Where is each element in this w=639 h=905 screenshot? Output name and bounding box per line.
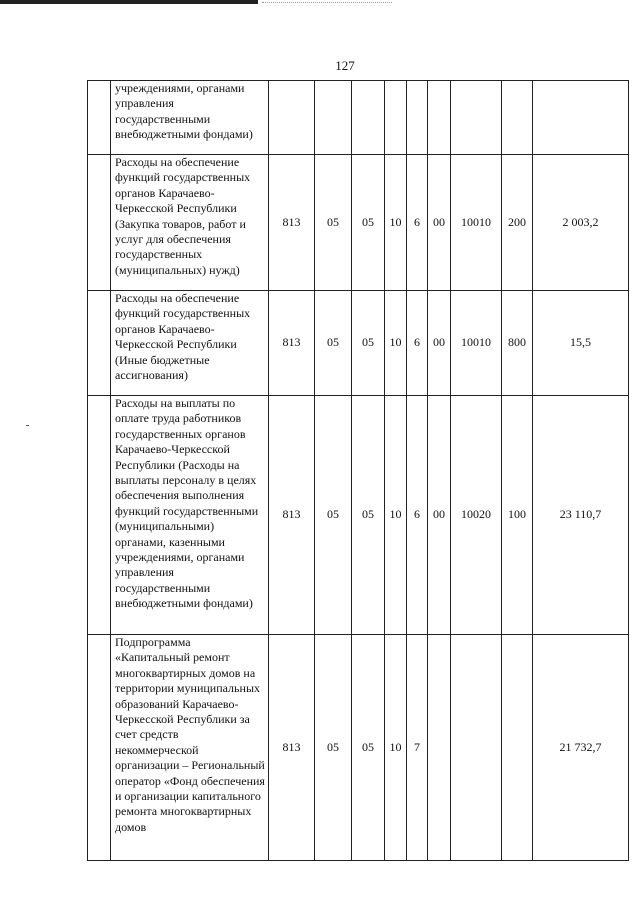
- activity-code-cell: [428, 635, 451, 861]
- subprogram-code-cell: 6: [407, 396, 428, 635]
- pr-cell: 05: [352, 291, 385, 396]
- program-code-cell: 10: [385, 155, 407, 291]
- subprogram-code-cell: 7: [407, 635, 428, 861]
- subprogram-code-cell: 6: [407, 291, 428, 396]
- expense-name: Расходы на обеспечение функций государственных органов Карачаево-Черкесской Республики (Закупка товаров, работ и услуг для обеспечения государственных (муниципальных) нужд): [115, 155, 251, 277]
- rz-cell: 05: [315, 635, 352, 861]
- table-row: [88, 291, 629, 396]
- subprogram-code-cell: [407, 81, 428, 155]
- table-row: [88, 81, 629, 155]
- program-code-cell: 10: [385, 635, 407, 861]
- empty-cell: [88, 155, 111, 291]
- empty-cell: [88, 635, 111, 861]
- pr-cell: 05: [352, 155, 385, 291]
- budget-table: [87, 80, 629, 861]
- empty-cell: [88, 81, 111, 155]
- vr-cell: [502, 81, 533, 155]
- scan-edge-dots: [262, 2, 392, 4]
- vr-cell: 800: [502, 291, 533, 396]
- rz-cell: 05: [315, 155, 352, 291]
- direction-code-cell: 10010: [451, 155, 502, 291]
- pr-cell: 05: [352, 396, 385, 635]
- grbs-cell: 813: [269, 635, 315, 861]
- direction-code-cell: [451, 81, 502, 155]
- activity-code-cell: [428, 81, 451, 155]
- expense-name: учреждениями, органами управления государственными внебюджетными фондами): [115, 81, 253, 142]
- expense-name: Расходы на выплаты по оплате труда работников государственных органов Карачаево-Черкесской Республики (Расходы на выплаты персоналу в целях обеспечения выполнения функций государственными (муниципальными) органами, казенными учреждениями, органами управления государственными внебюджетными фондами): [115, 396, 259, 611]
- activity-code-cell: 00: [428, 396, 451, 635]
- subprogram-code-cell: 6: [407, 155, 428, 291]
- activity-code-cell: 00: [428, 155, 451, 291]
- empty-cell: [88, 291, 111, 396]
- vr-cell: [502, 635, 533, 861]
- expense-name-cell: [111, 291, 269, 396]
- expense-name-cell: [111, 396, 269, 635]
- table-row: [88, 155, 629, 291]
- expense-name-cell: [111, 155, 269, 291]
- direction-code-cell: 10010: [451, 291, 502, 396]
- pr-cell: [352, 81, 385, 155]
- rz-cell: [315, 81, 352, 155]
- vr-cell: 200: [502, 155, 533, 291]
- sum-cell: [533, 81, 629, 155]
- activity-code-cell: 00: [428, 291, 451, 396]
- sum-cell: 23 110,7: [533, 396, 629, 635]
- program-code-cell: 10: [385, 291, 407, 396]
- scan-edge-mark: [0, 0, 258, 4]
- expense-name-cell: [111, 635, 269, 861]
- program-code-cell: [385, 81, 407, 155]
- expense-name: Расходы на обеспечение функций государственных органов Карачаево-Черкесской Республики (Иные бюджетные ассигнования): [115, 291, 251, 383]
- rz-cell: 05: [315, 291, 352, 396]
- margin-mark: [26, 425, 29, 426]
- sum-cell: 2 003,2: [533, 155, 629, 291]
- vr-cell: 100: [502, 396, 533, 635]
- grbs-cell: 813: [269, 155, 315, 291]
- rz-cell: 05: [315, 396, 352, 635]
- grbs-cell: 813: [269, 396, 315, 635]
- table-row: [88, 396, 629, 635]
- grbs-cell: [269, 81, 315, 155]
- page-number: 127: [335, 58, 355, 73]
- sum-cell: 21 732,7: [533, 635, 629, 861]
- direction-code-cell: [451, 635, 502, 861]
- empty-cell: [88, 396, 111, 635]
- program-code-cell: 10: [385, 396, 407, 635]
- expense-name-cell: [111, 81, 269, 155]
- grbs-cell: 813: [269, 291, 315, 396]
- pr-cell: 05: [352, 635, 385, 861]
- table-row: [88, 635, 629, 861]
- direction-code-cell: 10020: [451, 396, 502, 635]
- expense-name: Подпрограмма «Капитальный ремонт многоквартирных домов на территории муниципальных образований Карачаево-Черкесской Республики за счет средств некоммерческой организации – Региональный оператор «Фонд обеспечения и организации капитального ремонта многоквартирных домов: [115, 635, 265, 834]
- sum-cell: 15,5: [533, 291, 629, 396]
